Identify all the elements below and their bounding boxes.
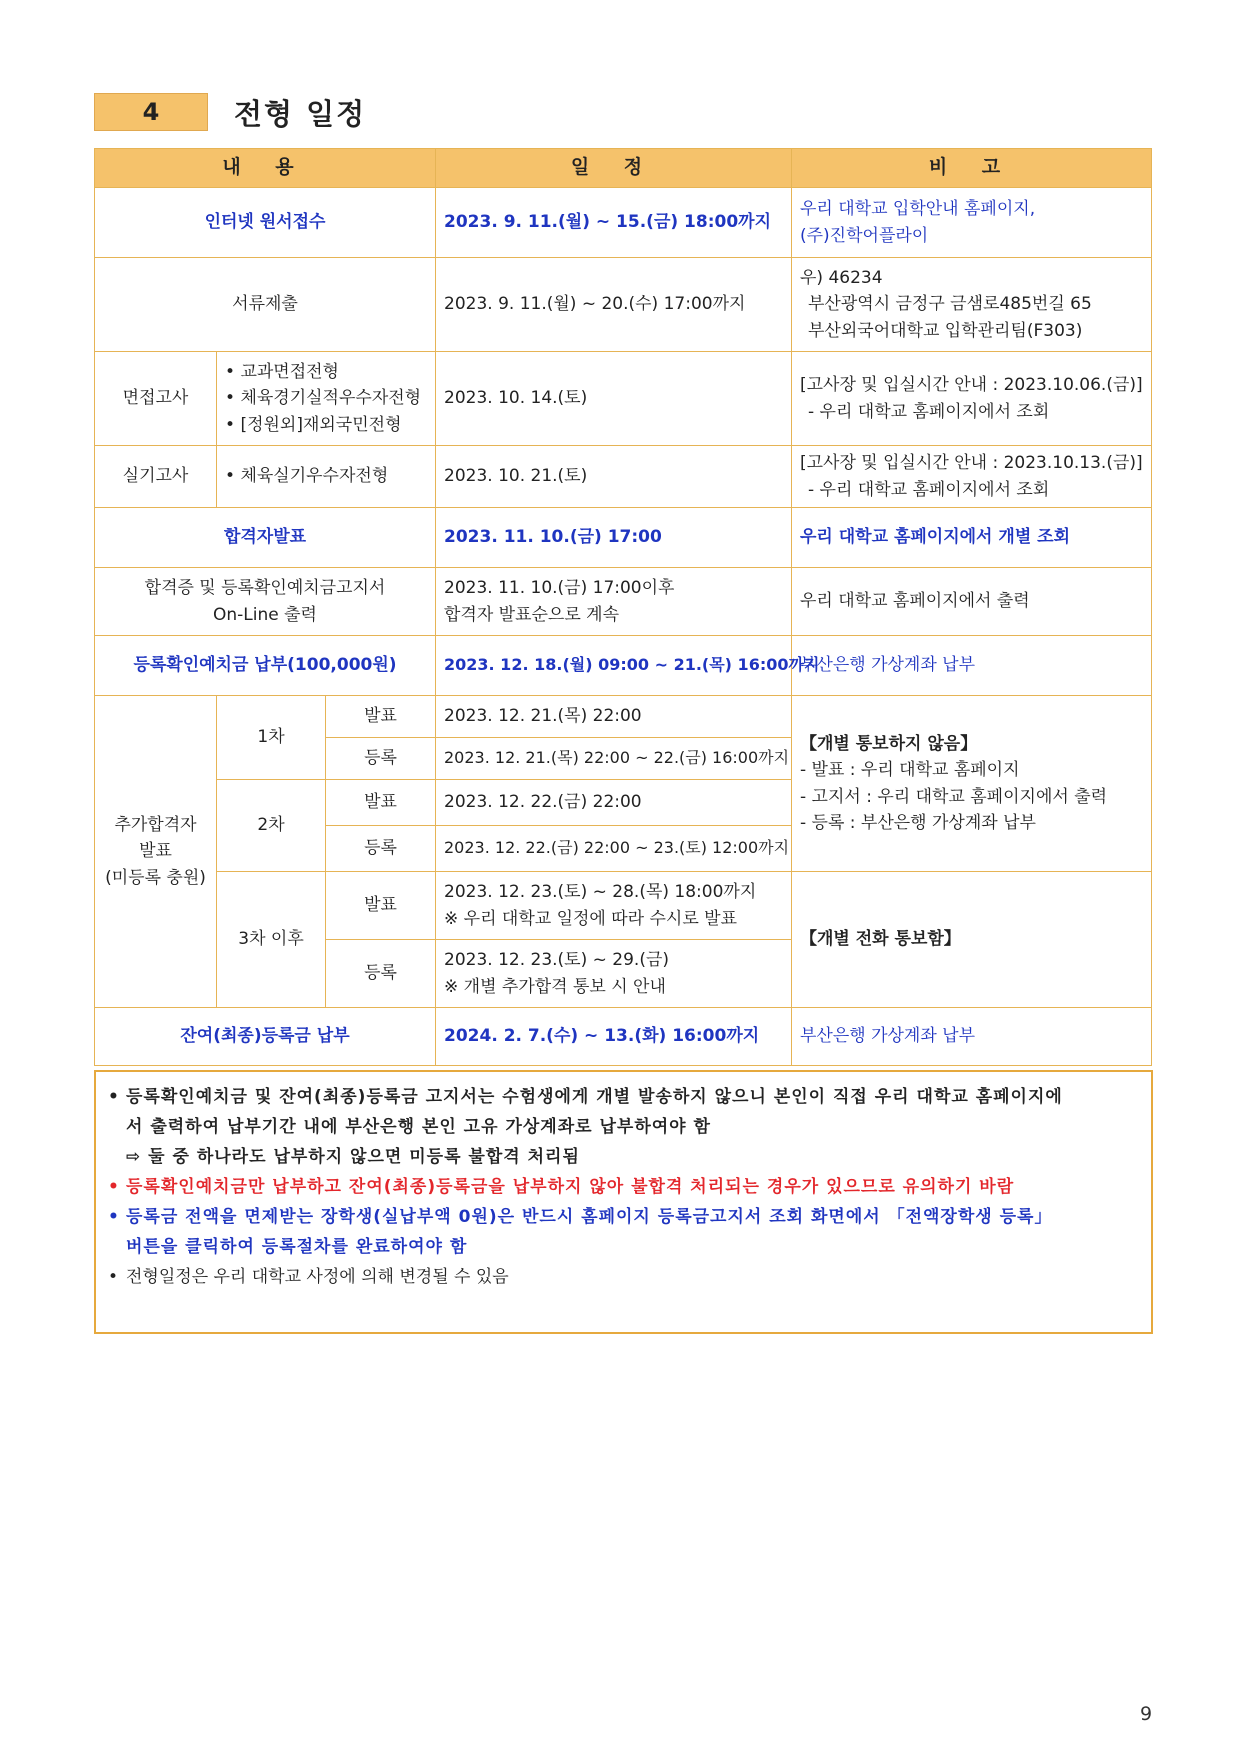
row-docs-note (792, 258, 1152, 352)
round3-announce (436, 872, 792, 940)
row-docs-content: 서류제출 (95, 258, 436, 352)
note-line: [고사장 및 입실시간 안내 : 2023.10.13.(금)] (800, 453, 1143, 474)
note-line: - 우리 대학교 홈페이지에서 조회 (808, 401, 1050, 422)
content-line: 추가합격자 (114, 814, 197, 835)
row-additional-content (95, 696, 217, 1008)
note-title: 【개별 통보하지 않음】 (800, 733, 978, 754)
row-practical-types (217, 446, 436, 508)
round1-register: 2023. 12. 21.(목) 22:00 ~ 22.(금) 16:00까지 (436, 738, 792, 780)
row-internet-schedule: 2023. 9. 11.(월) ~ 15.(금) 18:00까지 (436, 188, 792, 258)
table-row (95, 446, 1152, 508)
row-final-note: 부산은행 가상계좌 납부 (792, 1008, 1152, 1066)
note-line: (주)진학어플라이 (800, 225, 929, 246)
content-line: On-Line 출력 (213, 604, 317, 625)
round3-register-label: 등록 (326, 940, 436, 1008)
schedule-line: 2023. 11. 10.(금) 17:00이후 (444, 578, 675, 599)
row-internet-content: 인터넷 원서접수 (95, 188, 436, 258)
table-row (95, 1008, 1152, 1066)
note-line: - 발표 : 우리 대학교 홈페이지 (800, 760, 1020, 781)
section-title: 전형 일정 (234, 96, 367, 131)
round3-note: 【개별 전화 통보함】 (792, 872, 1152, 1008)
row-practical-note (792, 446, 1152, 508)
round1-announce-label: 발표 (326, 696, 436, 738)
table-row (95, 568, 1152, 636)
row-final-content: 잔여(최종)등록금 납부 (95, 1008, 436, 1066)
note-line: - 등록 : 부산은행 가상계좌 납부 (800, 812, 1036, 833)
table-row (95, 636, 1152, 696)
row-deposit-content: 등록확인예치금 납부(100,000원) (95, 636, 436, 696)
section-number: 4 (94, 93, 208, 131)
header-content: 내 용 (95, 149, 436, 188)
round2-announce-label: 발표 (326, 780, 436, 826)
row-docs-schedule: 2023. 9. 11.(월) ~ 20.(수) 17:00까지 (436, 258, 792, 352)
round3-label: 3차 이후 (217, 872, 326, 1008)
notice-item-1 (106, 1082, 1141, 1172)
row-announce-schedule: 2023. 11. 10.(금) 17:00 (436, 508, 792, 568)
note-line: - 고지서 : 우리 대학교 홈페이지에서 출력 (800, 786, 1108, 807)
note-line: [고사장 및 입실시간 안내 : 2023.10.06.(금)] (800, 375, 1143, 396)
round3-register (436, 940, 792, 1008)
row-practical-content: 실기고사 (95, 446, 217, 508)
schedule-line: ※ 개별 추가합격 통보 시 안내 (444, 976, 666, 997)
table-row (95, 258, 1152, 352)
table-row (95, 188, 1152, 258)
row-deposit-schedule: 2023. 12. 18.(월) 09:00 ~ 21.(목) 16:00까지 (436, 636, 792, 696)
row-interview-types (217, 352, 436, 446)
note-line: - 우리 대학교 홈페이지에서 조회 (808, 479, 1050, 500)
note-line: 우리 대학교 입학안내 홈페이지, (800, 199, 1036, 220)
list-item: • [정원외]재외국민전형 (225, 412, 427, 438)
notice-line: • 등록확인예치금 및 잔여(최종)등록금 고지서는 수험생에게 개별 발송하지 않으니 본인이 직접 우리 대학교 홈페이지에 (126, 1087, 1063, 1107)
notice-line: 버튼을 클릭하여 등록절차를 완료하여야 함 (126, 1237, 468, 1257)
note-line: 우) 46234 (800, 267, 883, 288)
notice-line: • 등록금 전액을 면제받는 장학생(실납부액 0원)은 반드시 홈페이지 등록금고지서 조회 화면에서 「전액장학생 등록」 (126, 1207, 1053, 1227)
table-header-row (95, 149, 1152, 188)
table-row (95, 352, 1152, 446)
page-number: 9 (1140, 1703, 1153, 1725)
round1-register-label: 등록 (326, 738, 436, 780)
header-note: 비 고 (792, 149, 1152, 188)
header-schedule: 일 정 (436, 149, 792, 188)
row-internet-note (792, 188, 1152, 258)
row-deposit-note: 부산은행 가상계좌 납부 (792, 636, 1152, 696)
round2-register: 2023. 12. 22.(금) 22:00 ~ 23.(토) 12:00까지 (436, 826, 792, 872)
content-line: 발표 (139, 841, 172, 862)
round2-announce: 2023. 12. 22.(금) 22:00 (436, 780, 792, 826)
round2-register-label: 등록 (326, 826, 436, 872)
row-interview-schedule: 2023. 10. 14.(토) (436, 352, 792, 446)
row-final-schedule: 2024. 2. 7.(수) ~ 13.(화) 16:00까지 (436, 1008, 792, 1066)
round2-label: 2차 (217, 780, 326, 872)
schedule-line: ※ 우리 대학교 일정에 따라 수시로 발표 (444, 908, 737, 929)
table-row (95, 872, 1152, 940)
rounds12-note (792, 696, 1152, 872)
row-certificate-content (95, 568, 436, 636)
round1-label: 1차 (217, 696, 326, 780)
schedule-line: 2023. 12. 23.(토) ~ 28.(목) 18:00까지 (444, 882, 757, 903)
row-announce-content: 합격자발표 (95, 508, 436, 568)
content-line: (미등록 충원) (105, 867, 206, 888)
note-line: 부산광역시 금정구 금샘로485번길 65 (808, 294, 1092, 315)
table-row (95, 508, 1152, 568)
list-item: • 교과면접전형 (225, 359, 427, 385)
round3-announce-label: 발표 (326, 872, 436, 940)
schedule-line: 합격자 발표순으로 계속 (444, 604, 620, 625)
schedule-line: 2023. 12. 23.(토) ~ 29.(금) (444, 950, 670, 971)
row-interview-note (792, 352, 1152, 446)
schedule-table (94, 148, 1152, 1066)
notice-item-4: • 전형일정은 우리 대학교 사정에 의해 변경될 수 있음 (106, 1262, 1141, 1292)
row-interview-content: 면접고사 (95, 352, 217, 446)
row-certificate-note: 우리 대학교 홈페이지에서 출력 (792, 568, 1152, 636)
notice-box (94, 1070, 1153, 1334)
table-row (95, 696, 1152, 738)
row-certificate-schedule (436, 568, 792, 636)
notice-line: 서 출력하여 납부기간 내에 부산은행 본인 고유 가상계좌로 납부하여야 함 (126, 1117, 711, 1137)
row-practical-schedule: 2023. 10. 21.(토) (436, 446, 792, 508)
section-heading (94, 93, 366, 131)
list-item: • 체육경기실적우수자전형 (225, 385, 427, 411)
notice-item-2: • 등록확인예치금만 납부하고 잔여(최종)등록금을 납부하지 않아 불합격 처리되는 경우가 있으므로 유의하기 바람 (106, 1172, 1141, 1202)
content-line: 합격증 및 등록확인예치금고지서 (144, 578, 386, 599)
note-line: 부산외국어대학교 입학관리팀(F303) (808, 320, 1083, 341)
row-announce-note: 우리 대학교 홈페이지에서 개별 조회 (792, 508, 1152, 568)
notice-item-3 (106, 1202, 1141, 1262)
notice-line: ⇨ 둘 중 하나라도 납부하지 않으면 미등록 불합격 처리됨 (126, 1147, 580, 1167)
round1-announce: 2023. 12. 21.(목) 22:00 (436, 696, 792, 738)
list-item: • 체육실기우수자전형 (225, 463, 427, 489)
